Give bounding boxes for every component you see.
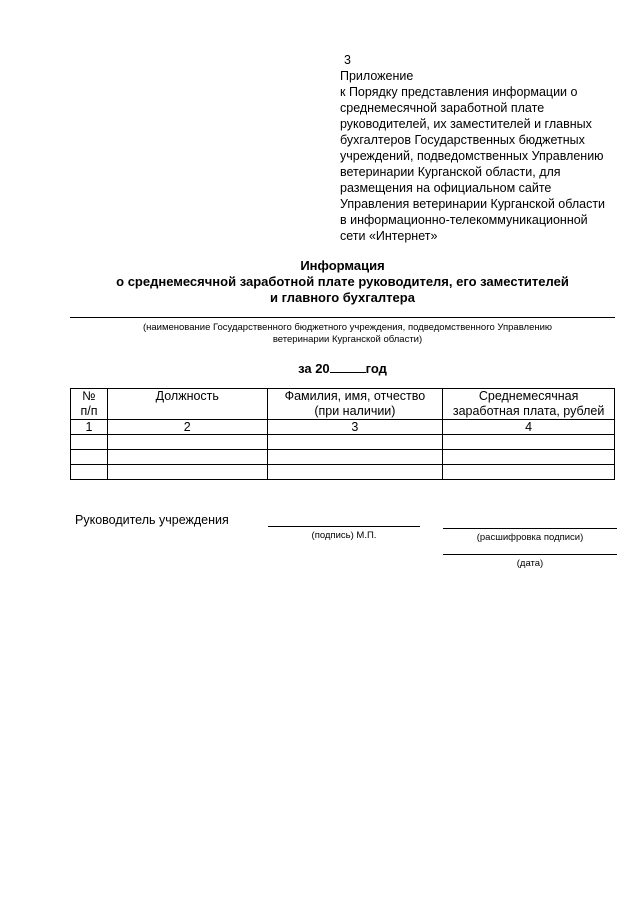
header-full-name-line-1: Фамилия, имя, отчество	[284, 389, 426, 403]
appendix-line: бухгалтеров Государственных бюджетных	[340, 133, 585, 147]
header-salary-line-1: Среднемесячная	[478, 389, 579, 403]
header-position-label: Должность	[155, 389, 219, 403]
appendix-line: сети «Интернет»	[340, 229, 438, 243]
header-number-line-2: п/п	[80, 404, 98, 418]
appendix-line: Управления ветеринарии Курганской области	[340, 197, 606, 211]
org-caption-line-2: ветеринарии Курганской области)	[272, 334, 423, 345]
column-number-cell: 1	[71, 420, 108, 435]
table-cell[interactable]	[107, 450, 267, 465]
header-number-line-1: №	[82, 389, 96, 403]
table-cell[interactable]	[267, 465, 443, 480]
date-caption: (дата)	[516, 558, 544, 569]
table-cell[interactable]	[71, 435, 108, 450]
header-full-name-line-2: (при наличии)	[314, 404, 396, 418]
appendix-line: учреждений, подведомственных Управлению	[340, 149, 604, 163]
column-number-cell: 2	[107, 420, 267, 435]
appendix-line: в информационно-телекоммуникационной	[340, 213, 588, 227]
table-row-numbers	[71, 420, 615, 435]
title-line-2: о среднемесячной заработной плате руководителя, его заместителей	[116, 274, 569, 289]
header-salary	[443, 389, 615, 420]
header-number	[71, 389, 108, 420]
table-cell[interactable]	[443, 435, 615, 450]
column-number-cell: 3	[267, 420, 443, 435]
column-number-cell: 4	[443, 420, 615, 435]
signature-decode-line[interactable]	[443, 528, 617, 529]
year-prefix: за 20	[298, 361, 330, 376]
table-cell[interactable]	[71, 465, 108, 480]
date-line[interactable]	[443, 554, 617, 555]
table-cell[interactable]	[267, 450, 443, 465]
appendix-line: размещения на официальном сайте	[340, 181, 552, 195]
org-name-caption	[90, 322, 605, 346]
table-header-row	[71, 389, 615, 420]
table-cell[interactable]	[443, 465, 615, 480]
appendix-line: к Порядку представления информации о	[340, 85, 578, 99]
signature-decode-caption: (расшифровка подписи)	[476, 532, 584, 543]
header-position	[107, 389, 267, 420]
title-line-3: и главного бухгалтера	[270, 290, 415, 305]
document-title	[70, 258, 615, 306]
signature-caption: (подпись) М.П.	[311, 530, 377, 541]
appendix-block	[340, 52, 630, 244]
year-line	[70, 360, 615, 376]
table-cell[interactable]	[107, 465, 267, 480]
org-name-line	[70, 317, 615, 318]
table-row	[71, 435, 615, 450]
title-line-1: Информация	[300, 258, 385, 273]
header-salary-line-2: заработная плата, рублей	[452, 404, 605, 418]
appendix-line: руководителей, их заместителей и главных	[340, 117, 592, 131]
salary-table	[70, 388, 615, 480]
table-row	[71, 465, 615, 480]
table-cell[interactable]	[443, 450, 615, 465]
table-cell[interactable]	[267, 435, 443, 450]
table-cell[interactable]	[71, 450, 108, 465]
year-blank	[330, 360, 366, 373]
appendix-line: Приложение	[340, 69, 414, 83]
appendix-line: среднемесячной заработной плате	[340, 101, 545, 115]
org-caption-line-1: (наименование Государственного бюджетного учреждения, подведомственного Управлению	[142, 322, 553, 333]
appendix-line: ветеринарии Курганской области, для	[340, 165, 561, 179]
header-full-name	[267, 389, 443, 420]
table-row	[71, 450, 615, 465]
signature-label: Руководитель учреждения	[75, 513, 229, 527]
table-cell[interactable]	[107, 435, 267, 450]
appendix-number: 3	[344, 53, 351, 67]
year-suffix: год	[365, 361, 387, 376]
signature-line[interactable]	[268, 526, 420, 527]
